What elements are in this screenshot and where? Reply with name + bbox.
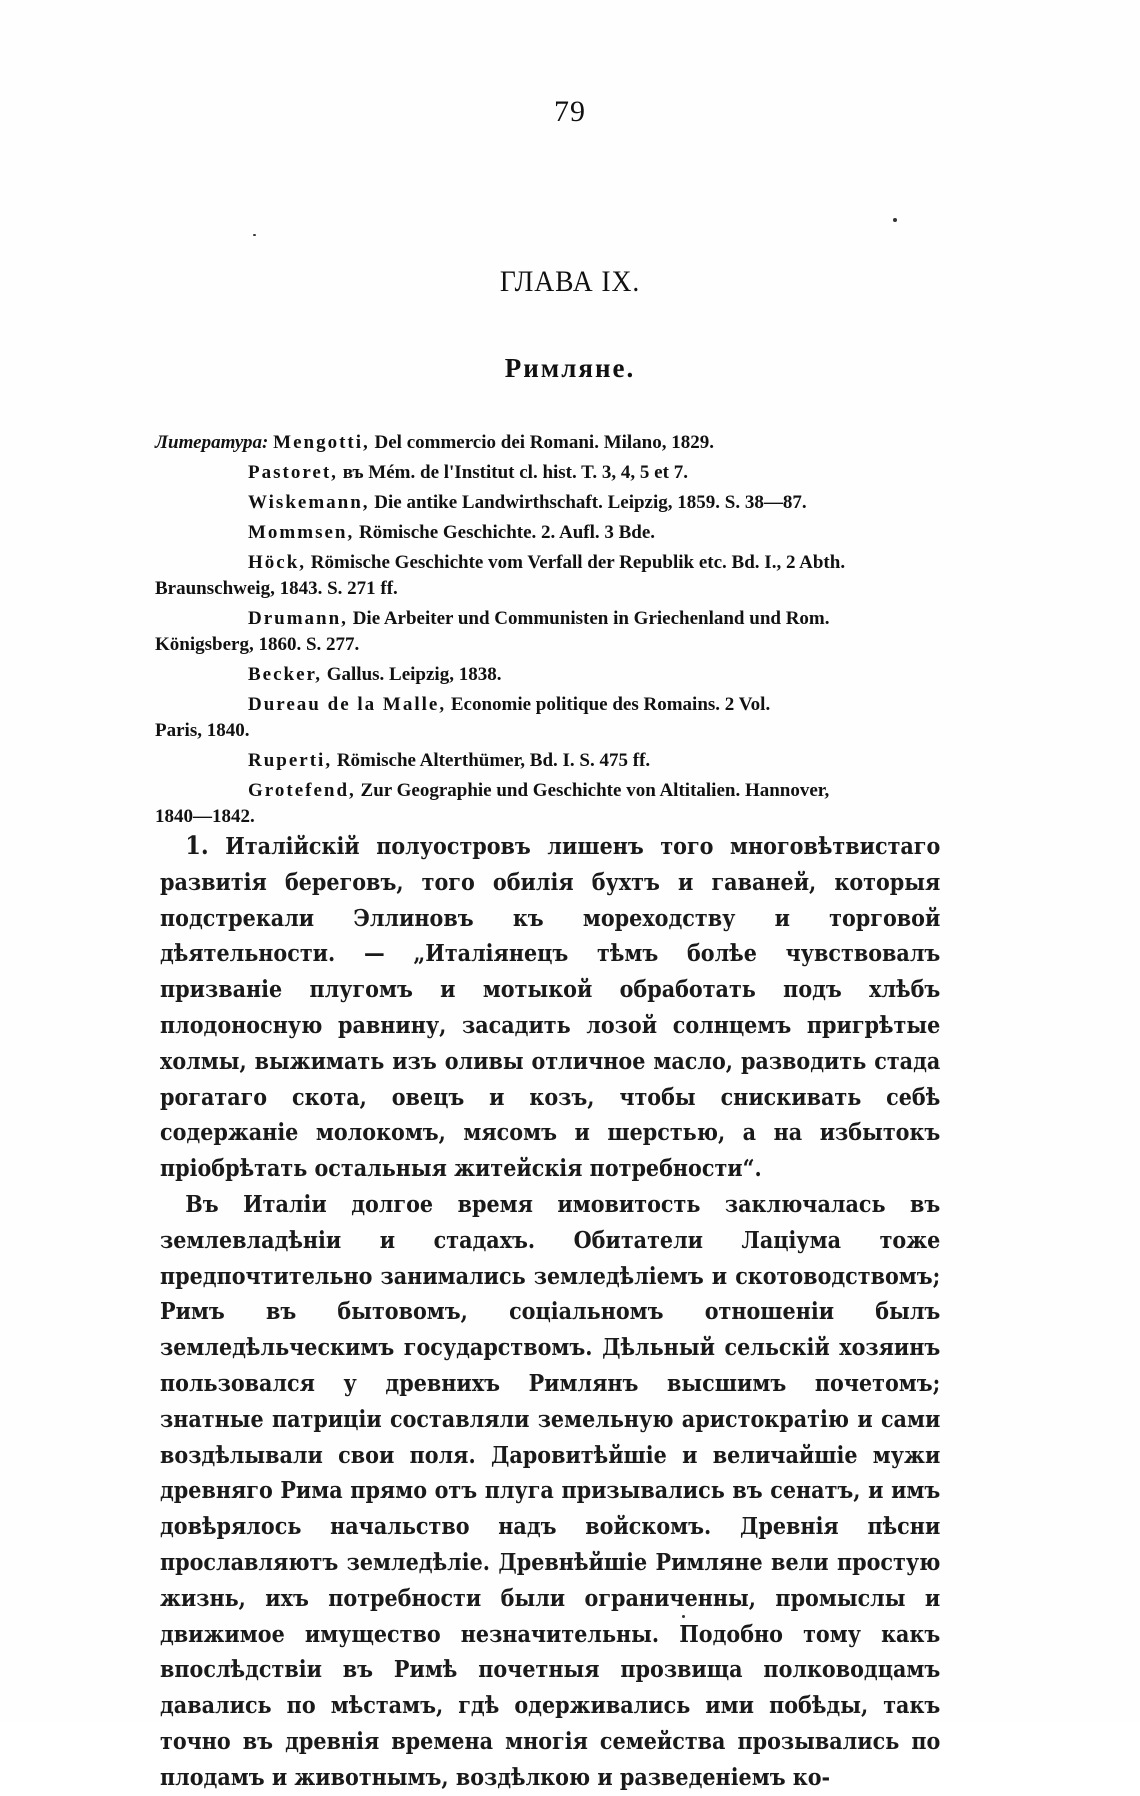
literature-text: въ Mém. de l'Institut cl. hist. T. 3, 4, 5 et 7. <box>342 462 688 483</box>
paragraph-text: Италійскій полуостровъ лишенъ того многовѣтвистаго развитія береговъ, того обилія бухтъ и гаваней, которыя подстрекали Эллиновъ къ мореходству и торговой дѣятельности. — „Италіянецъ тѣмъ болѣе чувствовалъ призваніе плугомъ и мотыкой обработать подъ хлѣбъ плодоносную равнину, засадить лозой солнцемъ пригрѣтые холмы, выжимать изъ оливы отличное масло, разводить стада рогатаго скота, овецъ и козъ, чтобы снискивать себѣ содержаніе молокомъ, мясомъ и шерстью, а на избытокъ пріобрѣтать остальныя житейскія потребности“. <box>160 833 941 1183</box>
literature-text: Economie politique des Romains. 2 Vol. <box>450 694 771 715</box>
literature-author: Wiskemann, <box>248 492 370 513</box>
literature-continuation: Königsberg, 1860. S. 277. <box>155 634 360 655</box>
literature-continuation: Paris, 1840. <box>155 720 250 741</box>
body-text <box>160 828 940 1796</box>
literature-text: Gallus. Leipzig, 1838. <box>326 664 502 685</box>
literature-text: Römische Geschichte vom Verfall der Republik etc. Bd. I., 2 Abth. <box>310 552 846 573</box>
literature-author: Dureau de la Malle, <box>248 694 447 715</box>
print-speck <box>682 1615 685 1618</box>
literature-entry <box>155 490 945 516</box>
chapter-title: ГЛАВА IX. <box>499 265 641 298</box>
literature-entry <box>155 520 945 546</box>
section-title: Римляне. <box>504 353 636 383</box>
literature-entry <box>155 550 945 602</box>
literature-author: Drumann, <box>248 608 348 629</box>
page-number: 79 <box>554 95 586 128</box>
literature-entry <box>155 748 945 774</box>
literature-author: Höck, <box>248 552 307 573</box>
print-speck <box>893 218 897 222</box>
literature-author: Mommsen, <box>248 522 355 543</box>
paragraph <box>160 1187 940 1796</box>
literature-entry <box>155 662 945 688</box>
literature-entry <box>155 606 945 658</box>
print-speck <box>253 234 256 236</box>
literature-label: Литература: <box>155 432 269 453</box>
literature-continuation: Braunschweig, 1843. S. 271 ff. <box>155 578 398 599</box>
literature-text: Del commercio dei Romani. Milano, 1829. <box>374 432 715 453</box>
literature-author: Mengotti, <box>273 432 370 453</box>
paragraph-number: 1. <box>185 831 209 860</box>
literature-continuation: 1840—1842. <box>155 806 255 827</box>
literature-text: Römische Geschichte. 2. Aufl. 3 Bde. <box>358 522 656 543</box>
literature-text: Römische Alterthümer, Bd. I. S. 475 ff. <box>336 750 651 771</box>
literature-entry <box>155 778 945 830</box>
literature-author: Becker, <box>248 664 322 685</box>
literature-text: Die Arbeiter und Communisten in Griechenland und Rom. <box>352 608 830 629</box>
literature-text: Zur Geographie und Geschichte von Altitalien. Hannover, <box>360 780 830 801</box>
literature-text: Die antike Landwirthschaft. Leipzig, 1859. S. 38—87. <box>374 492 807 513</box>
literature-author: Grotefend, <box>248 780 356 801</box>
paragraph-text: Въ Италіи долгое время имовитость заключалась въ землевладѣніи и стадахъ. Обитатели Лаціума тоже предпочтительно занимались земледѣліемъ и скотоводствомъ; Римъ въ бытовомъ, соціальномъ отношеніи былъ земледѣльческимъ государствомъ. Дѣльный сельскій хозяинъ пользовался у древнихъ Римлянъ высшимъ почетомъ; знатные патриціи составляли земельную аристократію и сами воздѣлывали свои поля. Даровитѣйшіе и величайшіе мужи древняго Рима прямо отъ плуга призывались въ сенатъ, и имъ довѣрялось начальство надъ войскомъ. Древнія пѣсни прославляютъ земледѣліе. Древнѣйшіе Римляне вели простую жизнь, ихъ потребности были ограниченны, промыслы и движимое имущество незначительны. Подобно тому какъ впослѣдствіи въ Римѣ почетныя прозвища полководцамъ давались по мѣстамъ, гдѣ одерживались ими побѣды, такъ точно въ древнія времена многія семейства прозывались по плодамъ и животнымъ, воздѣлкою и разведеніемъ ко- <box>160 1190 941 1791</box>
literature-entry <box>155 692 945 744</box>
paragraph <box>160 828 940 1187</box>
literature-author: Pastoret, <box>248 462 338 483</box>
literature-entry <box>155 430 945 456</box>
literature-entry <box>155 460 945 486</box>
literature-list <box>155 430 945 834</box>
literature-author: Ruperti, <box>248 750 333 771</box>
